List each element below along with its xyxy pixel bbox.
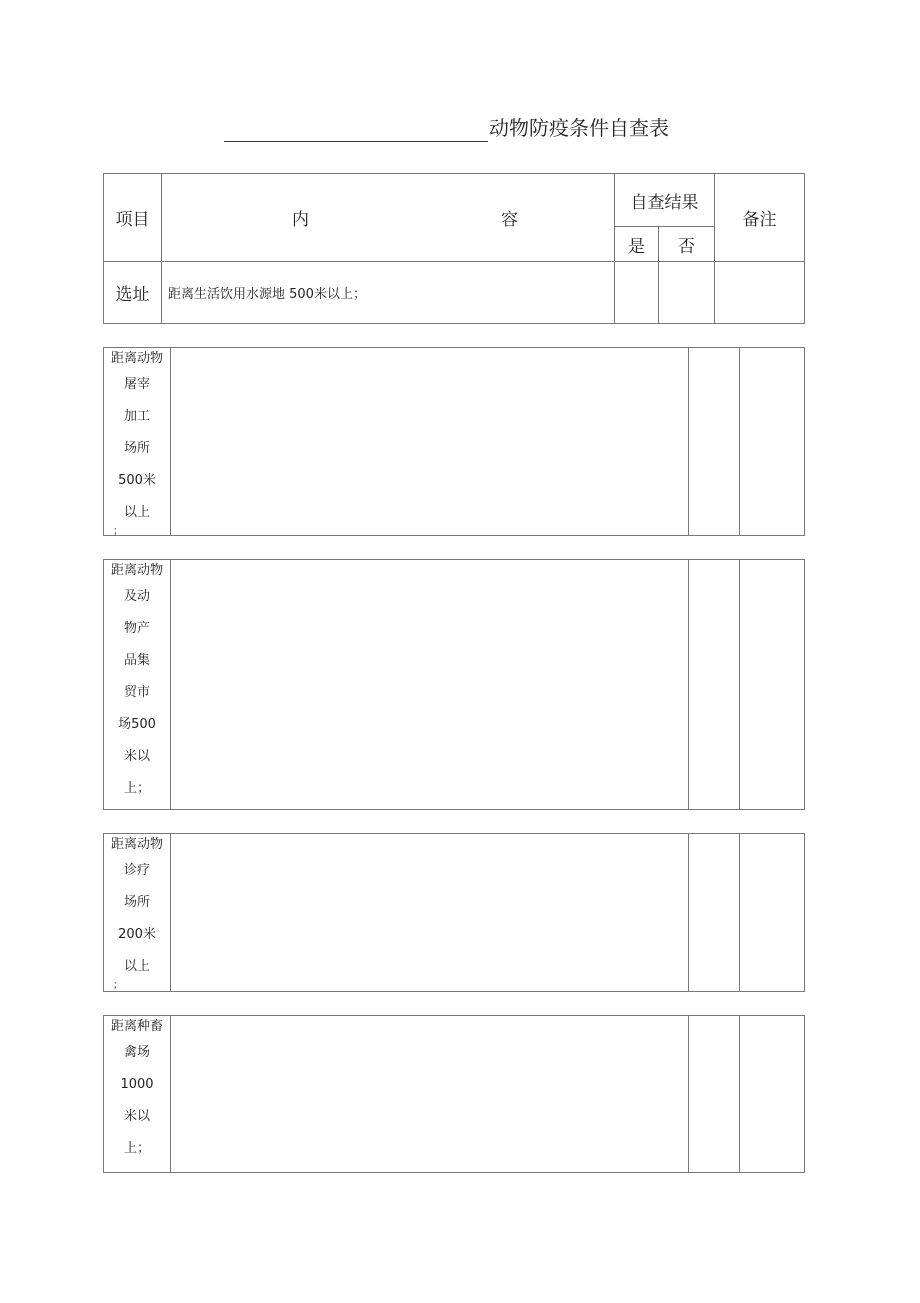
section-table (103, 559, 805, 810)
section-label: 距离动物 诊疗 场所 200米 以上 ； (104, 834, 171, 992)
section-table (103, 347, 805, 536)
header-item-cell: 项目 (104, 174, 162, 262)
section-no-check[interactable] (740, 1016, 805, 1173)
header-remarks-cell: 备注 (715, 174, 805, 262)
header-no-cell: 否 (659, 227, 715, 262)
section-yes-check[interactable] (689, 834, 740, 992)
row-remarks-input[interactable] (715, 262, 805, 324)
section-yes-check[interactable] (689, 560, 740, 810)
row-no-check[interactable] (659, 262, 715, 324)
row-item-cell: 选址 (104, 262, 162, 324)
header-self-check-result: 自查结果 (615, 174, 715, 227)
section-table (103, 833, 805, 992)
title-text: 动物防疫条件自查表 (489, 116, 669, 140)
section-content-cell[interactable] (171, 1016, 689, 1173)
section-no-check[interactable] (740, 560, 805, 810)
section-no-check[interactable] (740, 834, 805, 992)
row-yes-check[interactable] (615, 262, 659, 324)
section-content-cell[interactable] (171, 348, 689, 536)
section-no-check[interactable] (740, 348, 805, 536)
section-content-cell[interactable] (171, 560, 689, 810)
section-label: 距离动物 及动 物产 品集 贸市 场500 米以 上； (104, 560, 171, 810)
header-content-left: 内 (292, 210, 309, 230)
row-content-cell: 距离生活饮用水源地 500米以上； (162, 262, 615, 324)
main-header-table (103, 173, 805, 324)
document-title (224, 114, 704, 142)
title-fill-in-blank[interactable] (224, 119, 488, 142)
section-table (103, 1015, 805, 1173)
header-yes-cell: 是 (615, 227, 659, 262)
section-content-cell[interactable] (171, 834, 689, 992)
header-content-cell (162, 174, 615, 262)
section-label: 距离动物 屠宰 加工 场所 500米 以上 ； (104, 348, 171, 536)
header-content-right: 容 (501, 210, 518, 230)
section-label: 距离种畜 禽场 1000 米以 上； (104, 1016, 171, 1173)
section-yes-check[interactable] (689, 348, 740, 536)
section-yes-check[interactable] (689, 1016, 740, 1173)
